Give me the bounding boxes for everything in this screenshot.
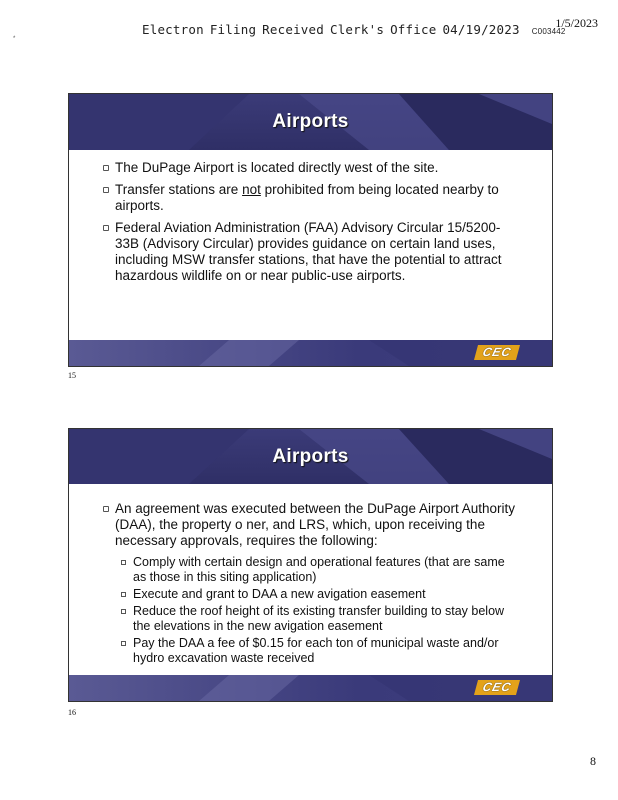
sub-bullet-item: Pay the DAA a fee of $0.15 for each ton of municipal waste and/or hydro excavation waste received bbox=[103, 636, 518, 666]
bullet-item: The DuPage Airport is located directly west of the site. bbox=[103, 160, 518, 176]
cec-logo: CEC bbox=[474, 345, 520, 360]
bullet-emphasis: not bbox=[242, 182, 261, 197]
slide-header bbox=[69, 429, 552, 484]
slide-header bbox=[69, 94, 552, 150]
bullet-item: Federal Aviation Administration (FAA) Advisory Circular 15/5200-33B (Advisory Circular) provides guidance on certain land uses, including MSW transfer stations, that have the potential to attract hazardous wildlife on or near public-use airports. bbox=[103, 220, 518, 284]
stamp-part: Received bbox=[262, 22, 324, 37]
bullet-item: An agreement was executed between the DuPage Airport Authority (DAA), the property o ner, and LRS, which, upon receiving the necessary approvals, requires the following: bbox=[103, 501, 518, 549]
document-date: 1/5/2023 bbox=[555, 16, 598, 30]
slide-title: Airports bbox=[272, 446, 349, 467]
stamp-date: 04/19/2023 bbox=[442, 22, 520, 37]
slide-body bbox=[103, 160, 518, 290]
stamp-part: Electron bbox=[142, 22, 204, 37]
slide-footer bbox=[69, 340, 552, 366]
slide-number: 16 bbox=[68, 708, 76, 717]
stamp-part: Office bbox=[390, 22, 437, 37]
stamp-code: C003442 bbox=[531, 27, 566, 36]
slide-footer bbox=[69, 675, 552, 701]
bullet-text: Transfer stations are bbox=[115, 182, 243, 197]
electronic-filing-stamp bbox=[142, 22, 572, 37]
sub-bullet-item: Execute and grant to DAA a new avigation easement bbox=[103, 587, 518, 602]
margin-mark: * bbox=[13, 36, 16, 42]
slide-16 bbox=[68, 428, 553, 702]
stamp-part: Clerk's bbox=[329, 22, 385, 37]
sub-bullet-item: Comply with certain design and operational features (that are same as those in this siting application) bbox=[103, 555, 518, 585]
bullet-item bbox=[103, 182, 518, 214]
stamp-part: Filing bbox=[209, 22, 257, 37]
bullet-text: prohibited from being located nearby to airports. bbox=[115, 182, 499, 213]
slide-number: 15 bbox=[68, 371, 76, 380]
sub-bullet-item: Reduce the roof height of its existing transfer building to stay below the elevations in the new avigation easement bbox=[103, 604, 518, 634]
slide-15 bbox=[68, 93, 553, 367]
cec-logo: CEC bbox=[474, 680, 520, 695]
slide-body bbox=[103, 501, 518, 668]
page-number: 8 bbox=[590, 754, 596, 768]
slide-title: Airports bbox=[272, 111, 349, 132]
